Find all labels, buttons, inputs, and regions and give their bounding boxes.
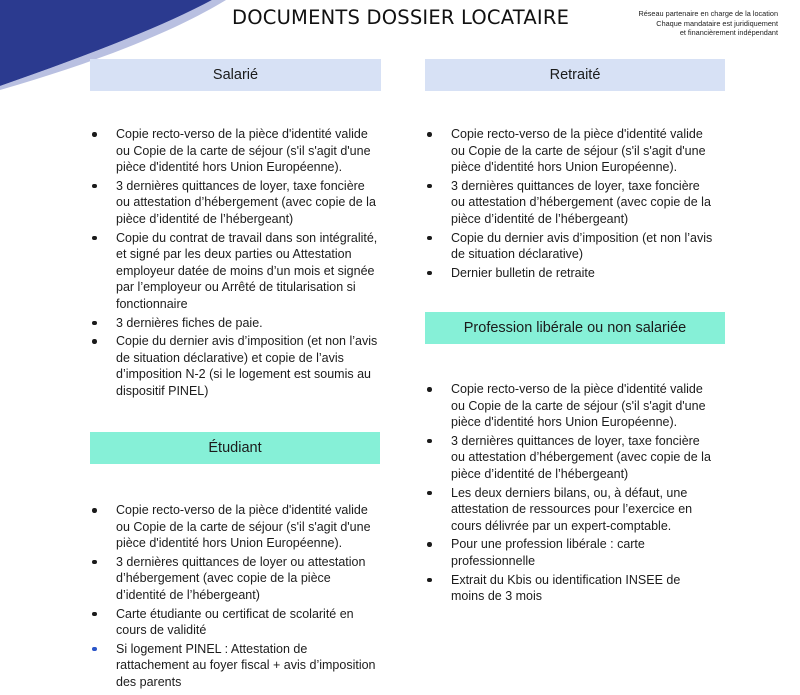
list-salarie (90, 126, 380, 402)
list-retraite (425, 126, 717, 283)
list-item: Copie recto-verso de la pièce d'identité valide ou Copie de la carte de séjour (s'il s'agit d'une pièce d'identité hors Union Européenne). (425, 126, 717, 176)
list-item: Pour une profession libérale : carte professionnelle (425, 536, 717, 569)
list-item: Carte étudiante ou certificat de scolarité en cours de validité (90, 606, 380, 639)
list-item: Copie du contrat de travail dans son intégralité, et signé par les deux parties ou Attestation employeur datée de moins d’un mois et signée par l’employeur ou Arrêté de titularisation si fonctionnaire (90, 230, 380, 313)
list-item: Copie recto-verso de la pièce d'identité valide ou Copie de la carte de séjour (s'il s'agit d'une pièce d'identité hors Union Européenne). (90, 126, 380, 176)
list-item: 3 dernières quittances de loyer, taxe foncière ou attestation d’hébergement (avec copie de la pièce d’identité de l’hébergeant) (425, 433, 717, 483)
tagline-line: et financièrement indépendant (679, 28, 778, 38)
list-item: Les deux derniers bilans, ou, à défaut, une attestation de ressources pour l’exercice en cours délivrée par un expert-comptable. (425, 485, 717, 535)
list-item: 3 dernières quittances de loyer, taxe foncière ou attestation d’hébergement (avec copie de la pièce d’identité de l’hébergeant) (425, 178, 717, 228)
section-header-etudiant: Étudiant (90, 432, 380, 464)
list-item: 3 dernières fiches de paie. (90, 315, 380, 332)
list-item: Dernier bulletin de retraite (425, 265, 717, 282)
tagline-line: Réseau partenaire en charge de la location (638, 9, 778, 18)
page-title: DOCUMENTS DOSSIER LOCATAIRE (232, 6, 570, 29)
list-item: Copie recto-verso de la pièce d'identité valide ou Copie de la carte de séjour (s'il s'agit d'une pièce d'identité hors Union Européenne). (90, 502, 380, 552)
list-item: Copie du dernier avis d’imposition (et non l’avis de situation déclarative) et copie de l’avis d’imposition N-2 (si le logement est soumis au dispositif PINEL) (90, 333, 380, 399)
list-liberale (425, 381, 717, 607)
list-item: Si logement PINEL : Attestation de rattachement au foyer fiscal + avis d’imposition des parents (90, 641, 380, 691)
network-tagline (608, 9, 778, 38)
list-item: Copie du dernier avis d’imposition (et non l’avis de situation déclarative) (425, 230, 717, 263)
section-header-salarie: Salarié (90, 59, 381, 91)
list-item: 3 dernières quittances de loyer ou attestation d’hébergement (avec copie de la pièce d’identité de l’hébergeant) (90, 554, 380, 604)
list-item: Copie recto-verso de la pièce d'identité valide ou Copie de la carte de séjour (s'il s'agit d'une pièce d'identité hors Union Européenne). (425, 381, 717, 431)
section-header-retraite: Retraité (425, 59, 725, 91)
list-etudiant (90, 502, 380, 693)
tagline-line: Chaque mandataire est juridiquement (656, 18, 778, 28)
section-header-liberale: Profession libérale ou non salariée (425, 312, 725, 344)
list-item: 3 dernières quittances de loyer, taxe foncière ou attestation d’hébergement (avec copie de la pièce d’identité de l’hébergeant) (90, 178, 380, 228)
list-item: Extrait du Kbis ou identification INSEE de moins de 3 mois (425, 572, 717, 605)
